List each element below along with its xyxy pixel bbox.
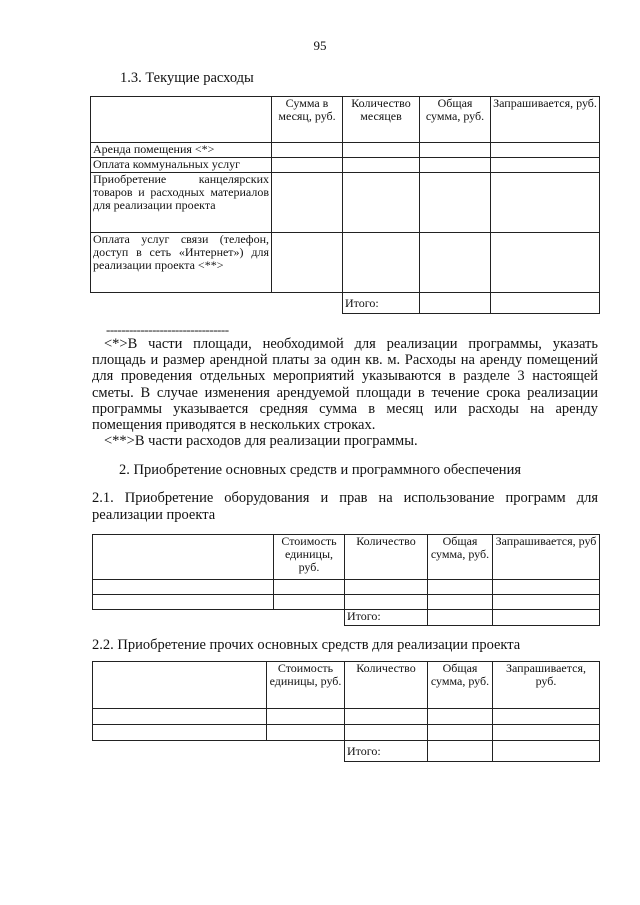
other-assets-table xyxy=(92,661,600,762)
empty-cell xyxy=(267,741,345,762)
table-cell xyxy=(493,725,600,741)
row-label-rent: Аренда помещения <*> xyxy=(91,143,272,158)
table-cell xyxy=(345,595,428,610)
table-cell xyxy=(343,173,420,233)
header-cell-blank xyxy=(93,535,274,580)
header-cell-total-sum: Общая сумма, руб. xyxy=(428,535,493,580)
table-row xyxy=(93,580,600,595)
footnote-divider: -------------------------------- xyxy=(106,322,229,337)
table-cell xyxy=(493,580,600,595)
table-cell xyxy=(428,725,493,741)
table-cell xyxy=(491,158,600,173)
table-cell xyxy=(428,595,493,610)
header-cell-requested: Запрашивается, руб xyxy=(493,535,600,580)
table-header-row xyxy=(93,535,600,580)
header-cell-blank xyxy=(93,662,267,709)
empty-cell xyxy=(274,610,345,626)
row-label-utilities: Оплата коммунальных услуг xyxy=(91,158,272,173)
table-row xyxy=(93,595,600,610)
total-label: Итого: xyxy=(345,610,428,626)
table-cell xyxy=(493,741,600,762)
table-cell xyxy=(491,233,600,293)
table-cell xyxy=(274,580,345,595)
table-row xyxy=(93,709,600,725)
table-cell xyxy=(93,595,274,610)
table-cell xyxy=(93,725,267,741)
header-cell-unit-cost: Стоимость единицы, руб. xyxy=(267,662,345,709)
total-label: Итого: xyxy=(345,741,428,762)
header-cell-months-count: Количество месяцев xyxy=(343,97,420,143)
empty-cell xyxy=(91,293,272,314)
header-cell-monthly-sum: Сумма в месяц, руб. xyxy=(272,97,343,143)
total-row xyxy=(93,741,600,762)
row-label-stationery: Приобретение канцелярских товаров и расходных материалов для реализации проекта xyxy=(91,173,272,233)
table-row xyxy=(93,725,600,741)
header-cell-requested: Запрашивается, руб. xyxy=(493,662,600,709)
table-cell xyxy=(272,173,343,233)
table-cell xyxy=(343,158,420,173)
table-row xyxy=(91,173,600,233)
table-cell xyxy=(345,709,428,725)
table-cell xyxy=(420,173,491,233)
header-cell-unit-cost: Стоимость единицы, руб. xyxy=(274,535,345,580)
header-cell-total-sum: Общая сумма, руб. xyxy=(420,97,491,143)
table-row xyxy=(91,143,600,158)
table-cell xyxy=(491,143,600,158)
table-cell xyxy=(267,725,345,741)
table-cell xyxy=(420,233,491,293)
total-row xyxy=(91,293,600,314)
empty-cell xyxy=(272,293,343,314)
footnotes xyxy=(92,336,598,449)
page-number: 95 xyxy=(313,38,327,53)
table-cell xyxy=(345,580,428,595)
table-cell xyxy=(493,610,600,626)
table-cell xyxy=(428,741,493,762)
table-cell xyxy=(272,158,343,173)
table-cell xyxy=(420,158,491,173)
header-cell-requested: Запрашивается, руб. xyxy=(491,97,600,143)
empty-cell xyxy=(93,741,267,762)
header-cell-blank xyxy=(91,97,272,143)
footnote-rent: <*>В части площади, необходимой для реализации программы, указать площадь и размер арендной платы за один кв. м. Расходы на аренду помещений для проведения отдельных мероприятий указываются в разделе 3 настоящей сметы. В случае изменения арендуемой площади в течение срока реализации программы указывается средняя сумма в месяц или расходы на аренду помещения приводятся в нескольких строках. xyxy=(92,336,598,434)
table-cell xyxy=(493,709,600,725)
footnote-communications: <**>В части расходов для реализации программы. xyxy=(104,433,418,450)
header-cell-quantity: Количество xyxy=(345,535,428,580)
table-cell xyxy=(274,595,345,610)
table-cell xyxy=(345,725,428,741)
table-cell xyxy=(491,173,600,233)
table-cell xyxy=(428,709,493,725)
table-cell xyxy=(420,143,491,158)
table-row xyxy=(91,158,600,173)
table-cell xyxy=(491,293,600,314)
equipment-table xyxy=(92,534,600,626)
section-2-1-heading: 2.1. Приобретение оборудования и прав на использование программ для реализации проекта xyxy=(92,490,598,523)
table-header-row xyxy=(93,662,600,709)
total-label: Итого: xyxy=(343,293,420,314)
table-cell xyxy=(420,293,491,314)
table-cell xyxy=(343,233,420,293)
table-cell xyxy=(343,143,420,158)
table-cell xyxy=(93,580,274,595)
table-cell xyxy=(93,709,267,725)
table-cell xyxy=(493,595,600,610)
header-cell-total-sum: Общая сумма, руб. xyxy=(428,662,493,709)
header-cell-quantity: Количество xyxy=(345,662,428,709)
table-cell xyxy=(272,233,343,293)
table-cell xyxy=(428,580,493,595)
table-cell xyxy=(267,709,345,725)
current-expenses-table xyxy=(90,96,600,314)
table-cell xyxy=(428,610,493,626)
row-label-communications: Оплата услуг связи (телефон, доступ в сеть «Интернет») для реализации проекта <**> xyxy=(91,233,272,293)
table-row xyxy=(91,233,600,293)
table-cell xyxy=(272,143,343,158)
section-1-3-heading: 1.3. Текущие расходы xyxy=(120,70,254,86)
section-2-2-heading: 2.2. Приобретение прочих основных средств для реализации проекта xyxy=(92,637,521,653)
section-2-heading: 2. Приобретение основных средств и программного обеспечения xyxy=(119,462,521,478)
empty-cell xyxy=(93,610,274,626)
total-row xyxy=(93,610,600,626)
table-header-row xyxy=(91,97,600,143)
